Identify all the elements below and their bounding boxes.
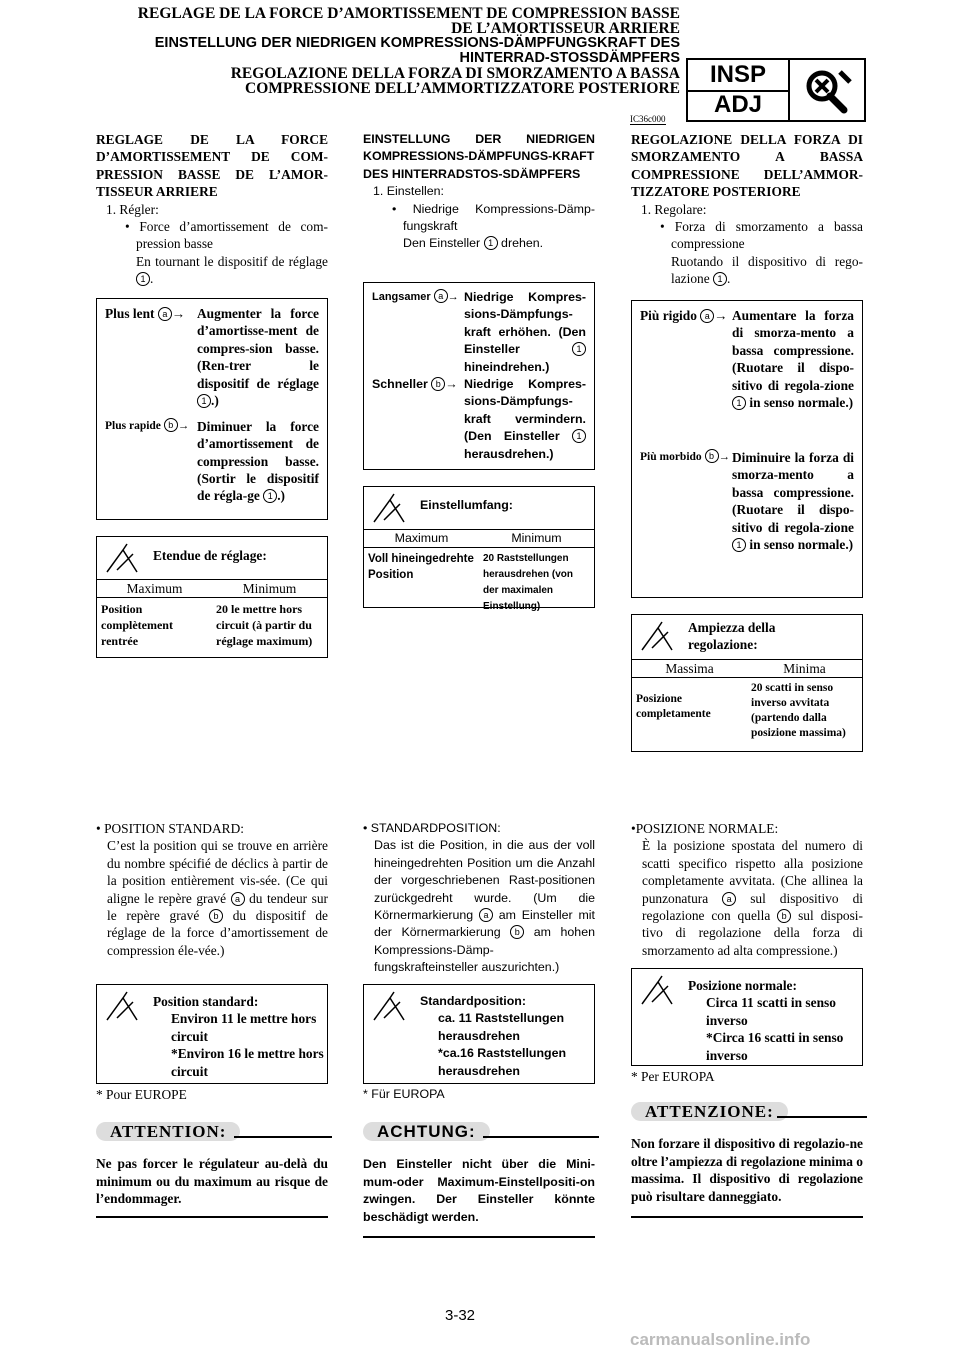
insp-label: INSP (688, 60, 788, 92)
de-title: EINSTELLUNG DER NIEDRIGEN KOMPRESSIONS-DÄMPFUNGS-KRAFT DES HINTERRADSTOS-SDÄMPFERS (363, 132, 595, 181)
header-fr-2: DE L’AMORTISSEUR ARRIERE (451, 20, 680, 37)
fr-bullet: • Force d’amortissement de com-pression basse (125, 219, 328, 252)
it-footnote: * Per EUROPA (631, 1069, 715, 1084)
fr-standard: • POSITION STANDARD: C’est la position qui se trouve en arrière du nombre spécifié de déclics à partir de la position entièrement vis-sée. (Ce qui aligne le repère gravé a du tendeur sur le repère gravé b du dispositif de réglage de la force d’amortissement de compression éle-vée.) (96, 821, 328, 958)
it-title: REGOLAZIONE DELLA FORZA DI SMORZAMENTO A BASSA COMPRESSIONE DELL’AMMOR-TIZZATORE POSTERIORE (631, 132, 863, 200)
fr-direction-table: Plus lent a → Augmenter la force d’amortisse-ment de compres-sion basse. (Ren-trer le dispositif de réglage 1 .) Plus rapide b → Diminuer la force d’amortissement de compression basse. (Sortir le dispositif de régla-ge 1 .) (96, 298, 328, 520)
it-sub: Ruotando il dispositivo di rego-lazione 1 . (671, 253, 863, 287)
it-standard: •POSIZIONE NORMALE: È la posizione spostata del numero di scatti specifico rispetto alla posizione completamente avvitata. (Che allinea la punzonatura a sul dispositivo di regolazione con quella b sul disposi-tivo di regolazione della forza di smorzamento ad alta compressione.) (631, 821, 863, 958)
fr-range-table: Etendue de réglage: Maximum Minimum Position complètement rentrée 20 le mettre hors circuit (à partir du réglage maximum) (96, 536, 328, 658)
it-step: 1. Regolare: (641, 201, 707, 217)
header-de-2: HINTERRAD-STOSSDÄMPFERS (459, 50, 680, 66)
watermark: carmanualsonline.info (630, 1330, 811, 1349)
section-code: IC36c000 (630, 114, 666, 124)
fr-footnote: * Pour EUROPE (96, 1087, 187, 1102)
magnifier-wrench-icon (800, 66, 856, 114)
page-header (138, 6, 680, 96)
fr-intro (96, 131, 328, 288)
insp-adj-badge (686, 58, 866, 122)
de-bullet: • Niedrige Kompressions-Dämp-fungskraft (392, 201, 595, 234)
header-de-1: EINSTELLUNG DER NIEDRIGEN KOMPRESSIONS-DÄMPFUNGSKRAFT DES (154, 35, 680, 51)
de-footnote: * Für EUROPA (363, 1087, 445, 1101)
it-direction-table: Più rigido a → Aumentare la forza di smorza-mento a bassa compressione. (Ruotare il dispo-sitivo di regola-zione 1 in senso normale.) Più morbido b → Diminuire la forza di smorza-mento a bassa compressione. (Ruotare il dispo-sitivo di regola-zione 1 in senso normale.) (631, 300, 863, 598)
de-range-table: Einstellumfang: Maximum Minimum Voll hineingedrehte Position 20 Raststellungen herausdrehen (von der maximalen Einstellung) (363, 486, 595, 608)
header-it-2: COMPRESSIONE DELL’AMMORTIZZATORE POSTERIORE (245, 80, 680, 97)
de-standard-note: Standardposition: ca. 11 Raststellungen herausdrehen *ca.16 Raststellungen herausdrehen (363, 984, 595, 1084)
it-attention: ATTENZIONE: Non forzare il dispositivo di regolazio-ne oltre l’ampiezza di regolazione minima o massima. Il dispositivo di regolazione può risultare danneggiato. (631, 1102, 863, 1205)
fr-title: REGLAGE DE LA FORCE D’AMORTISSEMENT DE COM-PRESSION BASSE DE L’AMOR-TISSEUR ARRIERE (96, 132, 328, 200)
it-intro (631, 131, 863, 288)
fr-attention: ATTENTION: Ne pas forcer le régulateur au-delà du minimum ou du maximum au risque de l’endommager. (96, 1122, 328, 1208)
it-standard-note: Posizione normale: Circa 11 scatti in senso inverso *Circa 16 scatti in senso inverso (631, 968, 863, 1066)
de-sub: Den Einsteller 1 drehen. (403, 236, 544, 251)
de-direction-table: Langsamer a → Niedrige Kompres-sions-Dämpfungs-kraft erhöhen. (Den Einsteller 1 hineindrehen.) Schneller b → Niedrige Kompres-sions-Dämpfungs-kraft vermindern. (Den Einsteller 1 herausdrehen.) (363, 282, 595, 470)
de-intro (363, 131, 595, 253)
wrench-icon (103, 540, 143, 576)
it-bullet: • Forza di smorzamento a bassa compressione (660, 219, 863, 252)
fr-step: 1. Régler: (106, 201, 159, 217)
it-range-table: Ampiezza della regolazione: Massima Minima Posizione completamente 20 scatti in senso inverso avvitata (partendo dalla posizione massima) (631, 614, 863, 752)
page-number: 3-32 (445, 1307, 476, 1324)
header-it-1: REGOLAZIONE DELLA FORZA DI SMORZAMENTO A BASSA (230, 65, 680, 82)
fr-standard-note: Position standard: Environ 11 le mettre hors circuit *Environ 16 le mettre hors circuit (96, 984, 328, 1084)
de-standard: • STANDARDPOSITION: Das ist die Position, in die aus der voll hineingedrehten Position um die Anzahl der vorgeschriebenen Rast-positionen zurückgedreht wurde. (Um die Körnermarkierung a am Einsteller mit der Körnermarkierung b am hohen Kompressions-Dämp-fungskrafteinsteller auszurichten.) (363, 821, 595, 975)
de-step: 1. Einstellen: (373, 184, 444, 199)
header-fr-1: REGLAGE DE LA FORCE D’AMORTISSEMENT DE COMPRESSION BASSE (137, 5, 680, 22)
adj-label: ADJ (713, 91, 762, 118)
de-attention: ACHTUNG: Den Einsteller nicht über die Mini-mum-oder Maximum-Einstellpositi-on zwingen. Der Einsteller könnte beschädigt werden. (363, 1122, 595, 1226)
fr-sub: En tournant le dispositif de réglage 1 . (136, 253, 328, 287)
